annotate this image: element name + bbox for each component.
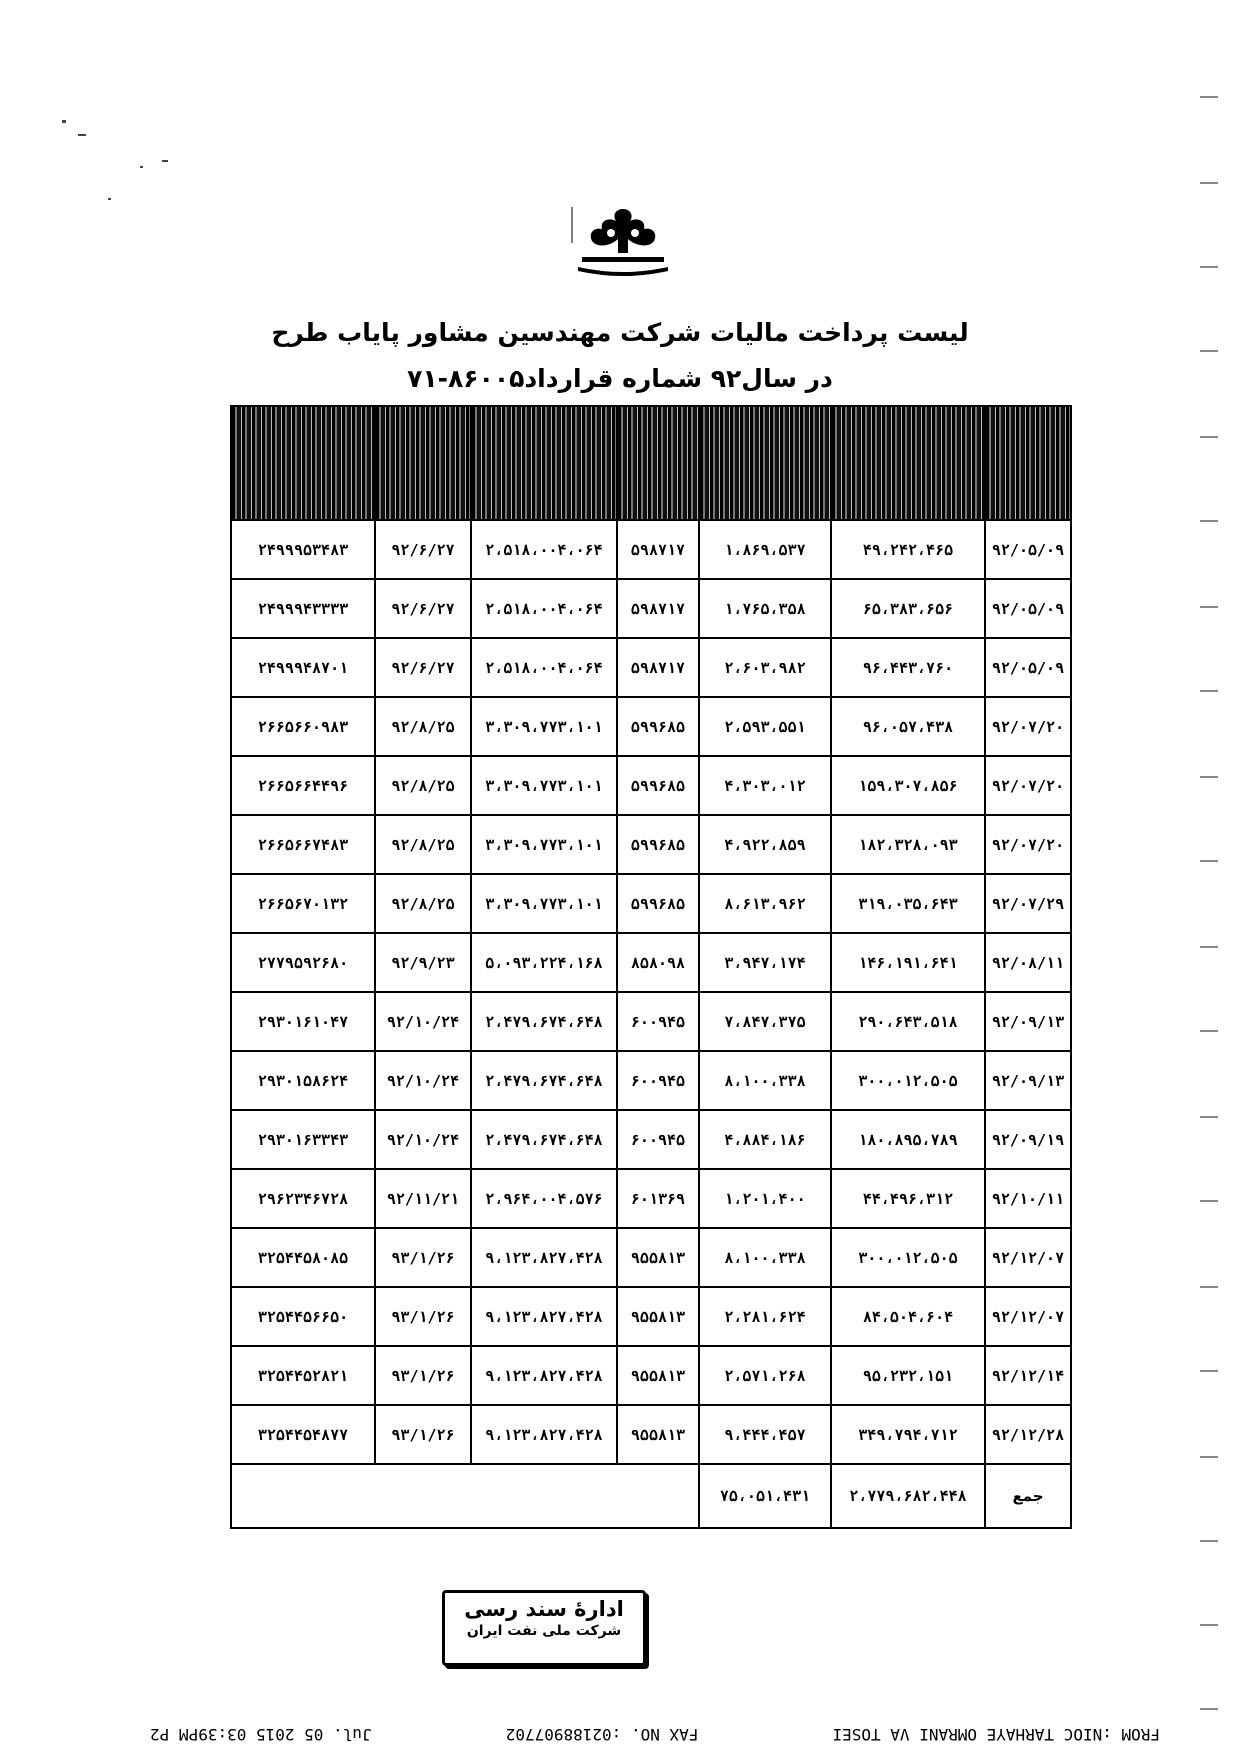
col-tracking-no: ۳۲۵۴۴۵۲۸۲۱ [231, 1346, 375, 1405]
col-check-no: ۲،۴۷۹،۶۷۴،۶۴۸ [471, 1051, 617, 1110]
col-tax: ۲،۵۹۳،۵۵۱ [699, 697, 831, 756]
margin-tick [1200, 1624, 1218, 1626]
col-payment-date: ۹۳/۱/۲۶ [375, 1228, 471, 1287]
margin-tick [1200, 860, 1218, 862]
col-tax: ۷،۸۴۷،۳۷۵ [699, 992, 831, 1051]
col-tracking-no: ۲۹۳۰۱۶۳۳۴۳ [231, 1110, 375, 1169]
col-tax: ۲،۵۷۱،۲۶۸ [699, 1346, 831, 1405]
margin-tick [1200, 1456, 1218, 1458]
col-tax: ۸،۶۱۳،۹۶۲ [699, 874, 831, 933]
col-receipt-no: ۹۵۵۸۱۳ [617, 1405, 699, 1464]
col-payment-date: ۹۳/۱/۲۶ [375, 1405, 471, 1464]
col-check-no: ۹،۱۲۳،۸۲۷،۴۲۸ [471, 1405, 617, 1464]
margin-tick [1200, 1200, 1218, 1202]
page-subtitle: در سال۹۲ شماره قرارداد۸۶۰۰۵-۷۱ [407, 364, 833, 393]
col-check-no: ۲،۴۷۹،۶۷۴،۶۴۸ [471, 1110, 617, 1169]
col-tracking-no: ۲۹۶۲۳۴۶۷۲۸ [231, 1169, 375, 1228]
col-amount: ۳۴۹،۷۹۴،۷۱۲ [831, 1405, 985, 1464]
margin-tick [1200, 1540, 1218, 1542]
table-row [231, 1228, 1071, 1287]
col-check-no: ۳،۳۰۹،۷۷۳،۱۰۱ [471, 874, 617, 933]
stamp-office: ادارهٔ سند رسی [464, 1597, 624, 1621]
margin-tick [1200, 96, 1218, 98]
col-receipt-no: ۵۹۹۶۸۵ [617, 815, 699, 874]
table-row [231, 1051, 1071, 1110]
col-amount: ۹۵،۲۳۲،۱۵۱ [831, 1346, 985, 1405]
table-row [231, 756, 1071, 815]
col-receipt-no: ۹۵۵۸۱۳ [617, 1346, 699, 1405]
col-tax: ۱،۷۶۵،۳۵۸ [699, 579, 831, 638]
margin-tick [1200, 1116, 1218, 1118]
col-check-no: ۳،۳۰۹،۷۷۳،۱۰۱ [471, 815, 617, 874]
col-receipt-no: ۵۹۸۷۱۷ [617, 579, 699, 638]
col-check-no: ۲،۹۶۴،۰۰۴،۵۷۶ [471, 1169, 617, 1228]
scan-speck [108, 198, 111, 200]
col-tracking-no: ۲۴۹۹۹۴۸۷۰۱ [231, 638, 375, 697]
col-tracking-no: ۲۴۹۹۹۴۳۳۳۳ [231, 579, 375, 638]
col-payment-date: ۹۲/۱۱/۲۱ [375, 1169, 471, 1228]
col-check-no: ۲،۵۱۸،۰۰۴،۰۶۴ [471, 579, 617, 638]
scan-speck [62, 120, 66, 123]
col-tax: ۹،۴۴۴،۴۵۷ [699, 1405, 831, 1464]
col-tracking-no: ۲۶۶۵۶۷۰۱۳۲ [231, 874, 375, 933]
col-tracking-no: ۳۲۵۴۴۵۴۸۷۷ [231, 1405, 375, 1464]
col-receipt-no: ۵۹۸۷۱۷ [617, 520, 699, 579]
col-receipt-no: ۵۹۹۶۸۵ [617, 697, 699, 756]
col-tax: ۸،۱۰۰،۳۳۸ [699, 1228, 831, 1287]
col-amount: ۶۵،۳۸۳،۶۵۶ [831, 579, 985, 638]
col-receipt-no: ۵۹۸۷۱۷ [617, 638, 699, 697]
col-payment-date: ۹۲/۱۰/۲۴ [375, 992, 471, 1051]
table-row [231, 1169, 1071, 1228]
col-date: ۹۲/۰۷/۲۰ [985, 815, 1071, 874]
col-receipt-no: ۹۵۵۸۱۳ [617, 1228, 699, 1287]
table-row [231, 1405, 1071, 1464]
col-amount: ۱۸۰،۸۹۵،۷۸۹ [831, 1110, 985, 1169]
col-date: ۹۲/۱۰/۱۱ [985, 1169, 1071, 1228]
col-tracking-no: ۲۶۶۵۶۶۴۴۹۶ [231, 756, 375, 815]
col-receipt-no: ۸۵۸۰۹۸ [617, 933, 699, 992]
col-payment-date: ۹۲/۶/۲۷ [375, 579, 471, 638]
col-date: ۹۲/۰۹/۱۳ [985, 992, 1071, 1051]
col-check-no: ۲،۴۷۹،۶۷۴،۶۴۸ [471, 992, 617, 1051]
header-cell [831, 406, 985, 520]
table-row [231, 933, 1071, 992]
margin-tick [1200, 350, 1218, 352]
total-empty-cell [231, 1464, 699, 1528]
col-tax: ۲،۲۸۱،۶۲۴ [699, 1287, 831, 1346]
col-check-no: ۲،۵۱۸،۰۰۴،۰۶۴ [471, 520, 617, 579]
header-cell [617, 406, 699, 520]
col-payment-date: ۹۳/۱/۲۶ [375, 1346, 471, 1405]
col-tax: ۱،۲۰۱،۴۰۰ [699, 1169, 831, 1228]
col-date: ۹۲/۰۷/۲۹ [985, 874, 1071, 933]
table-row [231, 579, 1071, 638]
nioc-logo-icon [568, 205, 678, 285]
col-receipt-no: ۵۹۹۶۸۵ [617, 756, 699, 815]
margin-tick [1200, 436, 1218, 438]
col-date: ۹۲/۱۲/۱۴ [985, 1346, 1071, 1405]
table-row [231, 992, 1071, 1051]
col-date: ۹۲/۰۷/۲۰ [985, 756, 1071, 815]
col-amount: ۴۴،۴۹۶،۳۱۲ [831, 1169, 985, 1228]
col-payment-date: ۹۲/۱۰/۲۴ [375, 1051, 471, 1110]
total-row [231, 1464, 1071, 1528]
total-amount: ۲،۷۷۹،۶۸۲،۴۴۸ [831, 1464, 985, 1528]
col-date: ۹۲/۰۵/۰۹ [985, 638, 1071, 697]
col-check-no: ۳،۳۰۹،۷۷۳،۱۰۱ [471, 697, 617, 756]
col-tax: ۴،۹۲۲،۸۵۹ [699, 815, 831, 874]
col-tax: ۲،۶۰۳،۹۸۲ [699, 638, 831, 697]
table-row [231, 815, 1071, 874]
col-tax: ۳،۹۴۷،۱۷۴ [699, 933, 831, 992]
col-date: ۹۲/۰۹/۱۹ [985, 1110, 1071, 1169]
col-receipt-no: ۵۹۹۶۸۵ [617, 874, 699, 933]
col-check-no: ۳،۳۰۹،۷۷۳،۱۰۱ [471, 756, 617, 815]
col-payment-date: ۹۲/۱۰/۲۴ [375, 1110, 471, 1169]
margin-tick [1200, 690, 1218, 692]
col-payment-date: ۹۲/۶/۲۷ [375, 638, 471, 697]
header-cell [985, 406, 1071, 520]
margin-tick [1200, 520, 1218, 522]
col-payment-date: ۹۲/۶/۲۷ [375, 520, 471, 579]
col-tracking-no: ۳۲۵۴۴۵۶۶۵۰ [231, 1287, 375, 1346]
margin-tick [1200, 1286, 1218, 1288]
scan-speck [162, 160, 168, 162]
col-check-no: ۵،۰۹۳،۲۲۴،۱۶۸ [471, 933, 617, 992]
margin-tick [1200, 1708, 1218, 1710]
table-row [231, 874, 1071, 933]
fax-number: FAX NO. :02188907702 [505, 1725, 699, 1744]
total-label: جمع [985, 1464, 1071, 1528]
col-amount: ۳۱۹،۰۳۵،۶۴۳ [831, 874, 985, 933]
col-payment-date: ۹۳/۱/۲۶ [375, 1287, 471, 1346]
col-amount: ۱۸۲،۳۲۸،۰۹۳ [831, 815, 985, 874]
col-receipt-no: ۶۰۱۳۶۹ [617, 1169, 699, 1228]
margin-tick [1200, 182, 1218, 184]
page-title: لیست پرداخت مالیات شرکت مهندسین مشاور پایاب طرح [271, 318, 969, 347]
fax-date: Jul. 05 2015 03:39PM P2 [150, 1725, 372, 1744]
col-date: ۹۲/۰۷/۲۰ [985, 697, 1071, 756]
col-amount: ۸۴،۵۰۴،۶۰۴ [831, 1287, 985, 1346]
col-tax: ۴،۸۸۴،۱۸۶ [699, 1110, 831, 1169]
col-payment-date: ۹۲/۹/۲۳ [375, 933, 471, 992]
col-date: ۹۲/۱۲/۰۷ [985, 1287, 1071, 1346]
col-date: ۹۲/۰۸/۱۱ [985, 933, 1071, 992]
office-stamp [442, 1590, 646, 1666]
col-check-no: ۲،۵۱۸،۰۰۴،۰۶۴ [471, 638, 617, 697]
col-amount: ۱۴۶،۱۹۱،۶۴۱ [831, 933, 985, 992]
header-cell [231, 406, 375, 520]
col-tracking-no: ۲۹۳۰۱۵۸۶۲۴ [231, 1051, 375, 1110]
col-check-no: ۹،۱۲۳،۸۲۷،۴۲۸ [471, 1228, 617, 1287]
header-cell [375, 406, 471, 520]
total-tax: ۷۵،۰۵۱،۴۳۱ [699, 1464, 831, 1528]
margin-tick [1200, 606, 1218, 608]
col-amount: ۱۵۹،۳۰۷،۸۵۶ [831, 756, 985, 815]
margin-tick [1200, 776, 1218, 778]
tax-payment-table [230, 405, 1072, 1529]
col-tracking-no: ۲۴۹۹۹۵۳۴۸۳ [231, 520, 375, 579]
col-amount: ۲۹۰،۶۴۳،۵۱۸ [831, 992, 985, 1051]
header-cell [699, 406, 831, 520]
col-check-no: ۹،۱۲۳،۸۲۷،۴۲۸ [471, 1346, 617, 1405]
col-receipt-no: ۹۵۵۸۱۳ [617, 1287, 699, 1346]
col-payment-date: ۹۲/۸/۲۵ [375, 697, 471, 756]
col-date: ۹۲/۰۹/۱۳ [985, 1051, 1071, 1110]
table-row [231, 1287, 1071, 1346]
col-date: ۹۲/۱۲/۰۷ [985, 1228, 1071, 1287]
table-row [231, 1110, 1071, 1169]
header-cell [471, 406, 617, 520]
col-tracking-no: ۲۷۷۹۵۹۲۶۸۰ [231, 933, 375, 992]
col-tax: ۸،۱۰۰،۳۳۸ [699, 1051, 831, 1110]
stamp-company: شرکت ملی نفت ایران [466, 1623, 622, 1639]
table-row [231, 697, 1071, 756]
table-row [231, 638, 1071, 697]
col-receipt-no: ۶۰۰۹۴۵ [617, 1110, 699, 1169]
col-payment-date: ۹۲/۸/۲۵ [375, 756, 471, 815]
col-amount: ۹۶،۴۴۳،۷۶۰ [831, 638, 985, 697]
col-receipt-no: ۶۰۰۹۴۵ [617, 1051, 699, 1110]
table-row [231, 520, 1071, 579]
col-check-no: ۹،۱۲۳،۸۲۷،۴۲۸ [471, 1287, 617, 1346]
scan-speck [78, 134, 86, 136]
col-date: ۹۲/۰۵/۰۹ [985, 520, 1071, 579]
col-amount: ۳۰۰،۰۱۲،۵۰۵ [831, 1051, 985, 1110]
margin-tick [1200, 946, 1218, 948]
col-payment-date: ۹۲/۸/۲۵ [375, 815, 471, 874]
col-amount: ۳۰۰،۰۱۲،۵۰۵ [831, 1228, 985, 1287]
col-amount: ۹۶،۰۵۷،۴۳۸ [831, 697, 985, 756]
col-date: ۹۲/۰۵/۰۹ [985, 579, 1071, 638]
col-tracking-no: ۳۲۵۴۴۵۸۰۸۵ [231, 1228, 375, 1287]
col-receipt-no: ۶۰۰۹۴۵ [617, 992, 699, 1051]
col-payment-date: ۹۲/۸/۲۵ [375, 874, 471, 933]
col-tracking-no: ۲۹۳۰۱۶۱۰۴۷ [231, 992, 375, 1051]
col-tracking-no: ۲۶۶۵۶۶۰۹۸۳ [231, 697, 375, 756]
table-header-row [231, 406, 1071, 520]
col-amount: ۴۹،۲۴۲،۴۶۵ [831, 520, 985, 579]
col-tracking-no: ۲۶۶۵۶۶۷۴۸۳ [231, 815, 375, 874]
col-date: ۹۲/۱۲/۲۸ [985, 1405, 1071, 1464]
margin-tick [1200, 1370, 1218, 1372]
margin-tick [1200, 266, 1218, 268]
margin-tick [1200, 1030, 1218, 1032]
scan-speck [140, 166, 143, 168]
fax-header [150, 1725, 1160, 1744]
col-tax: ۱،۸۶۹،۵۳۷ [699, 520, 831, 579]
table-row [231, 1346, 1071, 1405]
fax-from: FROM :NIOC TARHAYE OMRANI VA TOSEI [832, 1725, 1160, 1744]
col-tax: ۴،۳۰۳،۰۱۲ [699, 756, 831, 815]
